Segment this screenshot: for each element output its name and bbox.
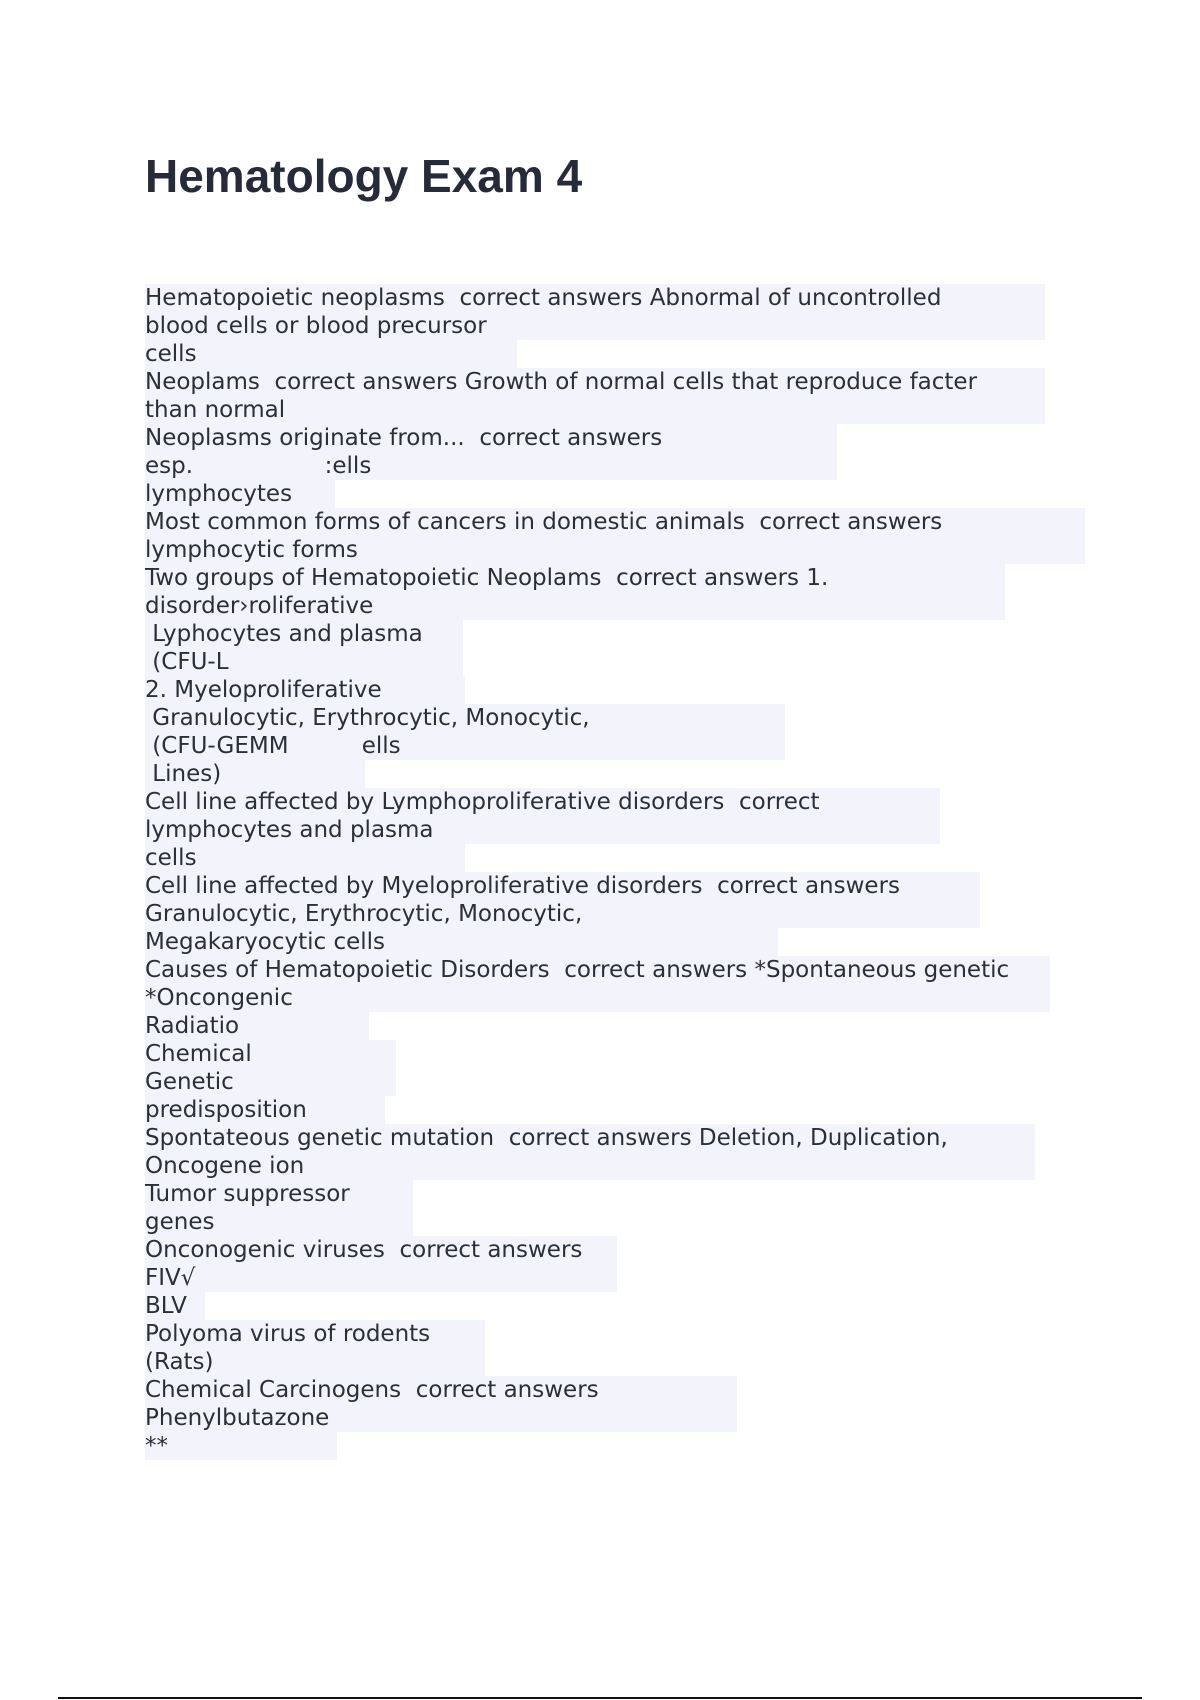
text-line: Most common forms of cancers in domestic animals correct answers	[145, 508, 1105, 536]
text-line: Cell line affected by Lymphoproliferative disorders correct	[145, 788, 1105, 816]
text-line: Oncogene ion	[145, 1152, 1105, 1180]
text-line: Cell line affected by Myeloproliferative disorders correct answers	[145, 872, 1105, 900]
footer-divider	[58, 1697, 1142, 1699]
text-line: Chemical	[145, 1040, 1105, 1068]
text-line: Genetic	[145, 1068, 1105, 1096]
text-line: (CFU-L	[145, 648, 1105, 676]
text-line: Granulocytic, Erythrocytic, Monocytic,	[145, 704, 1105, 732]
page-title: Hematology Exam 4	[145, 150, 583, 202]
text-line: predisposition	[145, 1096, 1105, 1124]
text-line: *Oncongenic	[145, 984, 1105, 1012]
document-body	[145, 284, 1105, 1460]
text-line: Hematopoietic neoplasms correct answers Abnormal of uncontrolled	[145, 284, 1105, 312]
text-line: Polyoma virus of rodents	[145, 1320, 1105, 1348]
text-line: BLV	[145, 1292, 1105, 1320]
text-line: Spontateous genetic mutation correct answers Deletion, Duplication,	[145, 1124, 1105, 1152]
text-line: cells	[145, 844, 1105, 872]
text-line: (Rats)	[145, 1348, 1105, 1376]
text-line: Neoplams correct answers Growth of normal cells that reproduce facter	[145, 368, 1105, 396]
text-line: Causes of Hematopoietic Disorders correct answers *Spontaneous genetic	[145, 956, 1105, 984]
text-line: than normal	[145, 396, 1105, 424]
text-line: lymphocytic forms	[145, 536, 1105, 564]
text-line: Granulocytic, Erythrocytic, Monocytic,	[145, 900, 1105, 928]
text-line: cells	[145, 340, 1105, 368]
text-line: Onconogenic viruses correct answers	[145, 1236, 1105, 1264]
text-line: Tumor suppressor	[145, 1180, 1105, 1208]
text-line: Chemical Carcinogens correct answers	[145, 1376, 1105, 1404]
text-line: Phenylbutazone	[145, 1404, 1105, 1432]
text-line: blood cells or blood precursor	[145, 312, 1105, 340]
text-line: (CFU-GEMM ells	[145, 732, 1105, 760]
text-line: esp. :ells	[145, 452, 1105, 480]
text-line: FIV√	[145, 1264, 1105, 1292]
text-line: Neoplasms originate from... correct answers	[145, 424, 1105, 452]
text-line: lymphocytes	[145, 480, 1105, 508]
text-line: lymphocytes and plasma	[145, 816, 1105, 844]
text-line: Radiatio	[145, 1012, 1105, 1040]
text-line: Lyphocytes and plasma	[145, 620, 1105, 648]
text-line: Megakaryocytic cells	[145, 928, 1105, 956]
text-line: 2. Myeloproliferative	[145, 676, 1105, 704]
text-line: Two groups of Hematopoietic Neoplams correct answers 1.	[145, 564, 1105, 592]
text-line: genes	[145, 1208, 1105, 1236]
text-line: disorder›roliferative	[145, 592, 1105, 620]
text-line: **	[145, 1432, 1105, 1460]
text-line: Lines)	[145, 760, 1105, 788]
